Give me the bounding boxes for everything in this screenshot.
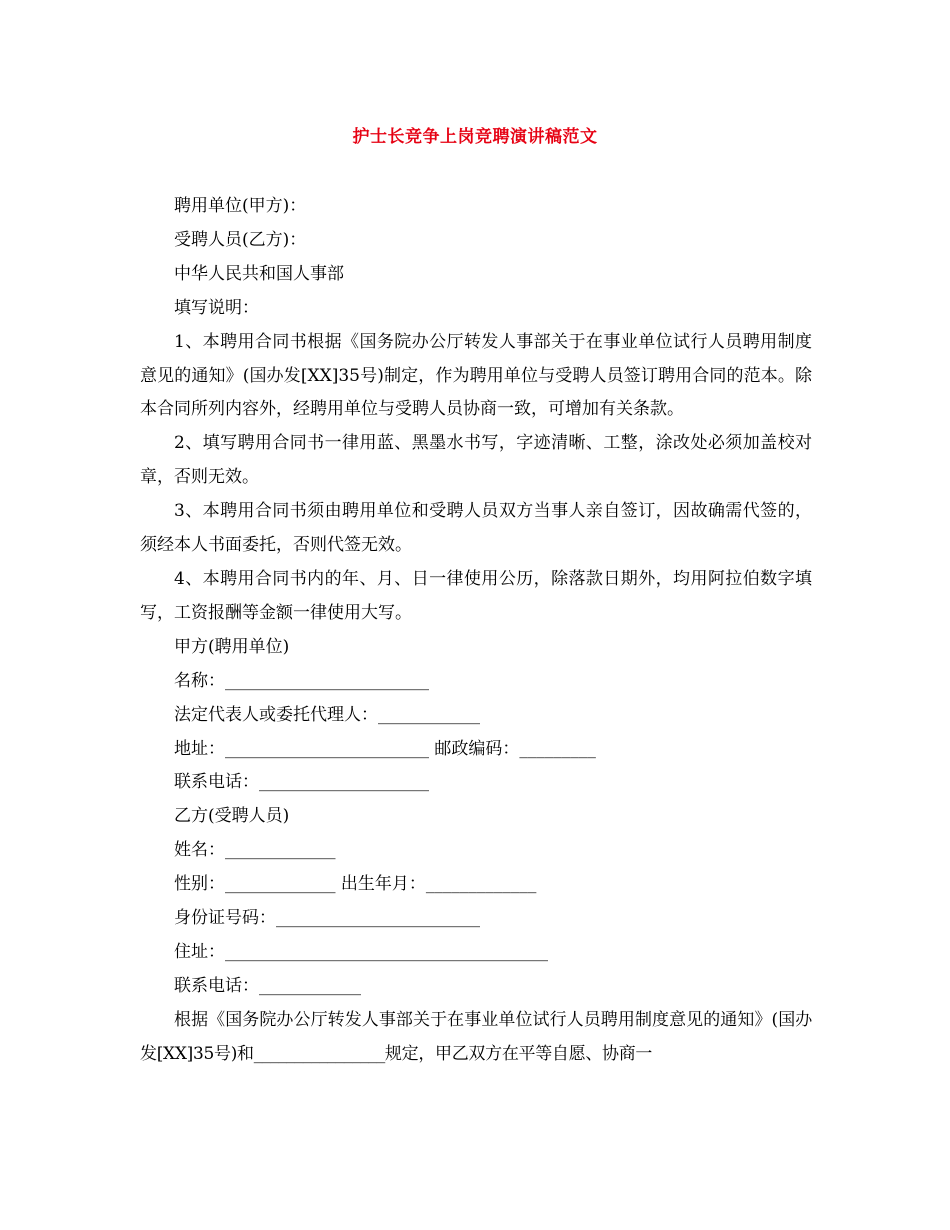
party-b-address-field: 住址：______________________________________: [174, 941, 548, 962]
party-b-phone-field: 联系电话：____________: [174, 975, 361, 996]
employer-line: 聘用单位(甲方)：: [174, 196, 307, 216]
document-title: 护士长竞争上岗竞聘演讲稿范文: [352, 127, 598, 147]
document-body: [140, 190, 812, 1072]
instruction-1: 1、本聘用合同书根据《国务院办公厅转发人事部关于在事业单位试行人员聘用制度意见的通知》(国办发[XX]35号)制定，作为聘用单位与受聘人员签订聘用合同的范本。除本合同所列内容外，经聘用单位与受聘人员协商一致，可增加有关条款。: [140, 331, 812, 420]
contract-basis-paragraph: 根据《国务院办公厅转发人事部关于在事业单位试行人员聘用制度意见的通知》(国办发[XX]35号)和________________规定，甲乙双方在平等自愿、协商一: [140, 1009, 812, 1064]
party-a-name-field: 名称：________________________: [174, 670, 429, 691]
party-a-address-field: 地址：________________________ 邮政编码：_________: [174, 738, 596, 759]
party-b-id-field: 身份证号码：________________________: [174, 908, 480, 929]
party-a-representative-field: 法定代表人或委托代理人：____________: [174, 704, 480, 725]
instruction-4: 4、本聘用合同书内的年、月、日一律使用公历，除落款日期外，均用阿拉伯数字填写，工资报酬等金额一律使用大写。: [140, 568, 812, 623]
instruction-2: 2、填写聘用合同书一律用蓝、黑墨水书写，字迹清晰、工整，涂改处必须加盖校对章，否则无效。: [140, 433, 812, 488]
party-b-gender-birth-field: 性别：_____________ 出生年月：_____________: [174, 874, 537, 895]
party-a-heading: 甲方(聘用单位): [174, 636, 290, 657]
party-b-name-field: 姓名：_____________: [174, 840, 336, 861]
employee-line: 受聘人员(乙方)：: [174, 229, 307, 250]
instructions-heading: 填写说明：: [174, 297, 259, 318]
instruction-3: 3、本聘用合同书须由聘用单位和受聘人员双方当事人亲自签订，因故确需代签的，须经本人书面委托，否则代签无效。: [140, 501, 812, 556]
party-b-heading: 乙方(受聘人员): [174, 806, 290, 827]
issuer-line: 中华人民共和国人事部: [174, 263, 344, 284]
party-a-phone-field: 联系电话：____________________: [174, 772, 429, 793]
